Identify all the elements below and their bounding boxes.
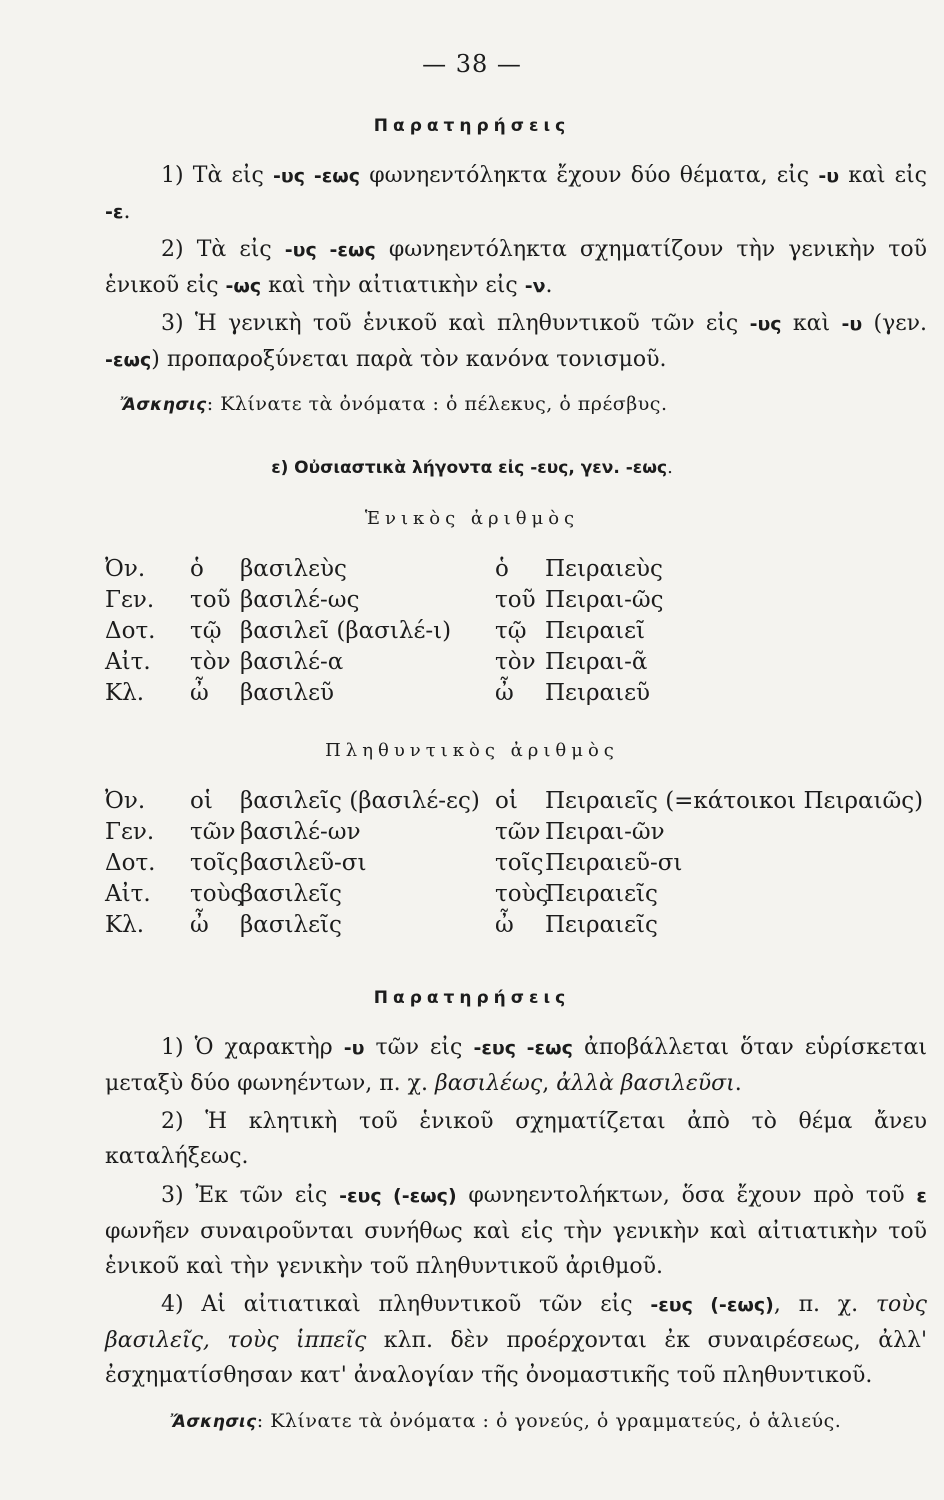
table-row: Δοτ. τοῖς βασιλεῦ-σι τοῖς Πειραιεῦ-σι: [105, 850, 683, 876]
singular-declension-table: [105, 556, 935, 711]
plural-heading: Πληθυντικὸς ἀριθμὸς: [325, 740, 619, 761]
plural-declension-table: [105, 788, 935, 943]
observation-2-3: 3) Ἐκ τῶν εἰς -ευς (-εως) φωνηεντολήκτων, ὅσα ἔχουν πρὸ τοῦ ε φωνῆεν συναιροῦνται συνήθως καὶ εἰς τὴν γενικὴν καὶ αἰτιατικὴν τοῦ ἑνικοῦ καὶ τὴν γενικὴν τοῦ πληθυντικοῦ ἀριθμοῦ.: [105, 1183, 927, 1279]
table-row: Αἰτ. τοὺς βασιλεῖς τοὺς Πειραιεῖς: [105, 881, 658, 907]
section-title: ε) Οὐσιαστικὰ λήγοντα εἰς -ευς, γεν. -εως.: [271, 457, 673, 478]
observation-1-1: 1) Τὰ εἰς -υς -εως φωνηεντόληκτα ἔχουν δύο θέματα, εἰς -υ καὶ εἰς -ε.: [105, 163, 927, 224]
table-row: Ὀν. οἱ βασιλεῖς (βασιλέ-ες) οἱ Πειραιεῖς (=κάτοικοι Πειραιῶς): [105, 788, 924, 814]
singular-heading: Ἑνικὸς ἀριθμὸς: [364, 508, 580, 529]
exercise-2: Ἄσκησις: Κλίνατε τὰ ὀνόματα : ὁ γονεύς, ὁ γραμματεύς, ὁ ἁλιεύς.: [170, 1410, 842, 1432]
observation-2-4: 4) Αἱ αἰτιατικαὶ πληθυντικοῦ τῶν εἰς -ευς (-εως), π. χ. τοὺς βασιλεῖς, τοὺς ἱππεῖς κλπ. δὲν προέρχονται ἐκ συναιρέσεως, ἀλλ' ἐσχηματίσθησαν κατ' ἀναλογίαν τῆς ὀνομαστικῆς τοῦ πληθυντικοῦ.: [105, 1292, 927, 1388]
observation-2-1: 1) Ὁ χαρακτὴρ -υ τῶν εἰς -ευς -εως ἀποβάλλεται ὅταν εὑρίσκεται μεταξὺ δύο φωνηέντων, π. χ. βασιλέως, ἀλλὰ βασιλεῦσι.: [105, 1035, 927, 1096]
table-row: Αἰτ. τὸν βασιλέ-α τὸν Πειραι-ᾶ: [105, 649, 648, 675]
table-row: Γεν. τοῦ βασιλέ-ως τοῦ Πειραι-ῶς: [105, 587, 664, 613]
exercise-1: Ἄσκησις: Κλίνατε τὰ ὀνόματα : ὁ πέλεκυς, ὁ πρέσβυς.: [120, 393, 668, 415]
observation-2-2: 2) Ἡ κλητικὴ τοῦ ἑνικοῦ σχηματίζεται ἀπὸ τὸ θέμα ἄνευ καταλήξεως.: [105, 1109, 927, 1169]
table-row: Κλ. ὦ βασιλεῦ ὦ Πειραιεῦ: [105, 680, 650, 706]
table-row: Κλ. ὦ βασιλεῖς ὦ Πειραιεῖς: [105, 912, 658, 938]
observation-1-2: 2) Τὰ εἰς -υς -εως φωνηεντόληκτα σχηματίζουν τὴν γενικὴν τοῦ ἑνικοῦ εἰς -ως καὶ τὴν αἰτιατικὴν εἰς -ν.: [105, 237, 927, 298]
observation-1-3: 3) Ἡ γενικὴ τοῦ ἑνικοῦ καὶ πληθυντικοῦ τῶν εἰς -υς καὶ -υ (γεν. -εως) προπαροξύνεται παρὰ τὸν κανόνα τονισμοῦ.: [105, 311, 928, 372]
table-row: Δοτ. τῷ βασιλεῖ (βασιλέ-ι) τῷ Πειραιεῖ: [105, 618, 645, 644]
observations-heading-1: Παρατηρήσεις: [373, 116, 571, 136]
observations-heading-2: Παρατηρήσεις: [373, 988, 571, 1008]
table-row: Ὀν. ὁ βασιλεὺς ὁ Πειραιεὺς: [105, 556, 663, 582]
table-row: Γεν. τῶν βασιλέ-ων τῶν Πειραι-ῶν: [105, 819, 665, 845]
page-number: — 38 —: [422, 50, 522, 78]
